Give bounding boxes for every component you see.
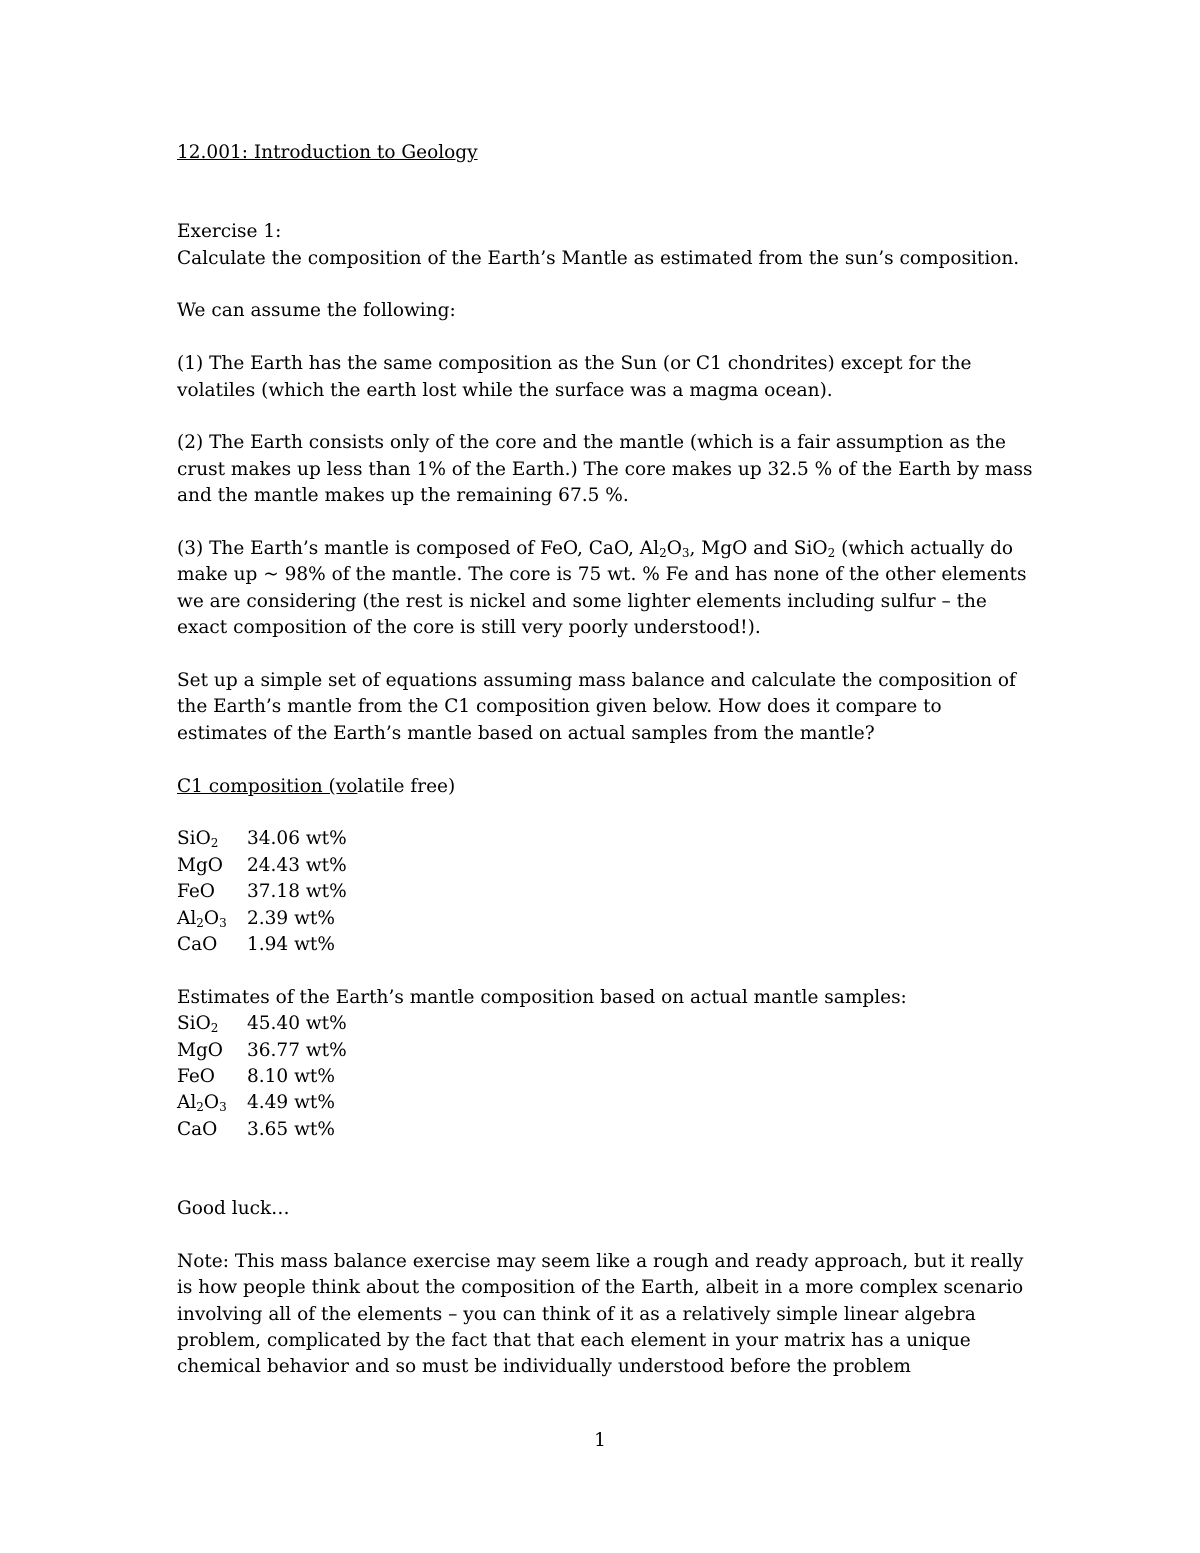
exercise-task: Calculate the composition of the Earth’s Mantle as estimated from the sun’s composition. (177, 247, 1020, 269)
oxide-value: 24.43 wt% (247, 854, 347, 876)
assumption-2: (2) The Earth consists only of the core and the mantle (which is a fair assumption as the crust makes up less than 1% of the Earth.) The core makes up 32.5 % of the Earth by mass and the mantle makes up the remaining 67.5 %. (177, 432, 1033, 507)
assumption-3-text-4: (which actually do make up ~ 98% of the mantle. The core is 75 wt. % Fe and has none of the other elements we are considering (the rest is nickel and some lighter elements including sulfur – the exact composition of the core is still very poorly understood!). (177, 538, 1027, 639)
composition-row (177, 1117, 1037, 1143)
assumption-3-text-3: , MgO and SiO (689, 538, 828, 560)
note-paragraph: Note: This mass balance exercise may seem like a rough and ready approach, but it really is how people think about the composition of the Earth, albeit in a more complex scenario involving all of the elements – you can think of it as a relatively simple linear algebra problem, complicated by the fact that that each element in your matrix has a unique chemical behavior and so must be individually understood before the problem (177, 1250, 1024, 1378)
c1-heading (177, 774, 1037, 800)
assumption-3-sub-3: 2 (827, 546, 836, 561)
assumption-1: (1) The Earth has the same composition as the Sun (or C1 chondrites) except for the volatiles (which the earth lost while the surface was a magma ocean). (177, 353, 972, 401)
oxide-label: $Al_2O_3$ (177, 907, 227, 930)
oxide-label: FeO (177, 881, 215, 903)
composition-row (177, 826, 1037, 852)
assumption-3-sub-1: 2 (659, 546, 667, 561)
composition-row (177, 906, 1037, 932)
course-title: 12.001: Introduction to Geology (177, 142, 478, 163)
composition-row (177, 1011, 1037, 1037)
samples-composition-list (177, 1011, 1037, 1143)
oxide-label: MgO (177, 854, 223, 876)
page-content (177, 140, 1037, 1381)
composition-row (177, 932, 1037, 958)
oxide-value: 36.77 wt% (247, 1039, 347, 1061)
oxide-label: CaO (177, 1118, 218, 1140)
oxide-value: 2.39 wt% (247, 907, 335, 929)
oxide-label: $Al_2O_3$ (177, 1092, 227, 1115)
assumption-3-sub-2: 3 (681, 546, 690, 561)
composition-row (177, 853, 1037, 879)
setup-paragraph: Set up a simple set of equations assuming mass balance and calculate the composition of the Earth’s mantle from the C1 composition given below. How does it compare to estimates of the Earth’s mantle based on actual samples from the mantle? (177, 670, 1016, 744)
c1-composition-list (177, 826, 1037, 958)
samples-heading: Estimates of the Earth’s mantle composition based on actual mantle samples: (177, 986, 907, 1008)
oxide-label: MgO (177, 1039, 223, 1061)
c1-heading-underlined: C1 composition (vo (177, 775, 358, 797)
oxide-label: SiO$_2$ (177, 1013, 219, 1036)
oxide-value: 3.65 wt% (247, 1118, 335, 1140)
composition-row (177, 1090, 1037, 1116)
assume-intro: We can assume the following: (177, 300, 456, 322)
oxide-value: 45.40 wt% (247, 1013, 347, 1035)
oxide-value: 4.49 wt% (247, 1092, 335, 1114)
oxide-value: 34.06 wt% (247, 828, 347, 850)
oxide-label: SiO$_2$ (177, 828, 219, 851)
exercise-heading: Exercise 1: (177, 221, 282, 243)
oxide-label: CaO (177, 934, 218, 955)
oxide-value: 8.10 wt% (247, 1065, 335, 1087)
oxide-value: 1.94 wt% (247, 934, 335, 955)
composition-row (177, 1038, 1037, 1064)
composition-row (177, 879, 1037, 905)
assumption-3-text-2: O (666, 538, 682, 560)
assumption-3 (177, 536, 1037, 642)
good-luck: Good luck… (177, 1197, 290, 1219)
oxide-value: 37.18 wt% (247, 881, 347, 903)
assumption-3-text-1: (3) The Earth’s mantle is composed of FeO, CaO, Al (177, 538, 660, 560)
c1-heading-rest: latile free) (357, 775, 456, 797)
composition-row (177, 1064, 1037, 1090)
page-number: 1 (594, 1430, 606, 1451)
oxide-label: FeO (177, 1065, 215, 1087)
